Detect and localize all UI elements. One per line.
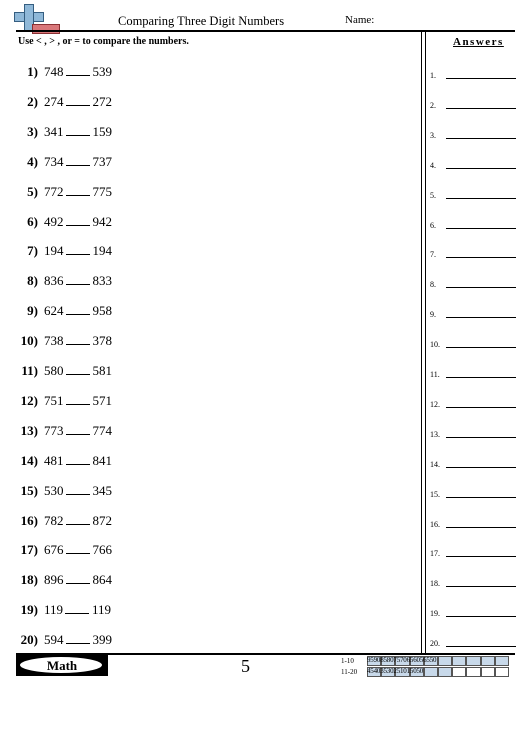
problem-row: [14, 453, 112, 473]
problem-number: 8): [27, 273, 38, 289]
problem-number: 18): [20, 572, 38, 588]
key-cell: [452, 656, 466, 666]
comparison-blank[interactable]: [66, 303, 90, 315]
answer-number: 17.: [430, 549, 440, 559]
problem-number: 7): [27, 243, 38, 259]
second-number: 774: [92, 422, 112, 438]
second-number: 194: [92, 243, 112, 259]
answer-line[interactable]: [430, 365, 516, 379]
first-number: 624: [44, 303, 64, 319]
second-number: 399: [92, 632, 112, 648]
second-number: 571: [92, 392, 112, 408]
problem-number: 15): [20, 482, 38, 498]
key-values: 959085807570656056550: [367, 656, 437, 664]
problem-row: [14, 513, 112, 533]
comparison-blank[interactable]: [66, 363, 90, 375]
answer-number: 10.: [430, 340, 440, 350]
answer-underline: [446, 646, 516, 647]
problem-number: 3): [27, 123, 38, 139]
key-cell: [438, 667, 452, 677]
instructions: Use < , > , or = to compare the numbers.: [18, 36, 189, 47]
key-cell: [424, 667, 438, 677]
key-cell: [495, 656, 509, 666]
second-number: 864: [92, 572, 112, 588]
problem-number: 6): [27, 213, 38, 229]
answers-divider: [421, 32, 422, 653]
comparison-blank[interactable]: [66, 483, 90, 495]
key-range: 1-10: [341, 656, 354, 665]
second-number: 841: [92, 452, 112, 468]
minus-icon: [32, 24, 60, 34]
first-number: 772: [44, 183, 64, 199]
second-number: 119: [92, 602, 112, 618]
second-number: 775: [92, 183, 112, 199]
answer-line[interactable]: [430, 544, 516, 558]
answer-underline: [446, 347, 516, 348]
problem-number: 19): [20, 602, 38, 618]
first-number: 194: [44, 243, 64, 259]
second-number: 378: [92, 333, 112, 349]
key-cell: [452, 667, 466, 677]
answer-line[interactable]: [430, 634, 516, 648]
second-number: 159: [92, 123, 112, 139]
comparison-blank[interactable]: [66, 542, 90, 554]
second-number: 737: [92, 153, 112, 169]
comparison-blank[interactable]: [66, 273, 90, 285]
answer-underline: [446, 527, 516, 528]
answer-key-row: [341, 666, 509, 677]
problem-row: [14, 94, 112, 114]
second-number: 872: [92, 512, 112, 528]
comparison-blank[interactable]: [65, 602, 89, 614]
answer-number: 1.: [430, 71, 436, 80]
problem-number: 2): [27, 93, 38, 109]
answer-number: 15.: [430, 489, 440, 499]
answer-underline: [446, 377, 516, 378]
second-number: 345: [92, 482, 112, 498]
answer-number: 14.: [430, 459, 440, 469]
comparison-blank[interactable]: [66, 64, 90, 76]
answer-number: 3.: [430, 130, 436, 140]
comparison-blank[interactable]: [66, 453, 90, 465]
answer-key-row: [341, 655, 509, 666]
second-number: 581: [92, 363, 112, 378]
problem-number: 12): [20, 392, 38, 408]
name-field-label: Name:: [345, 14, 375, 26]
key-values: 45403530251015050: [367, 667, 424, 675]
answer-underline: [446, 257, 516, 258]
first-number: 274: [44, 93, 64, 109]
answer-number: 20.: [430, 639, 440, 649]
problem-row: [14, 393, 112, 413]
comparison-blank[interactable]: [66, 154, 90, 166]
problem-number: 13): [20, 422, 38, 438]
problem-number: 16): [20, 512, 38, 528]
answer-underline: [446, 198, 516, 199]
answer-underline: [446, 138, 516, 139]
first-number: 836: [44, 273, 64, 289]
first-number: 734: [44, 153, 64, 169]
comparison-blank[interactable]: [66, 124, 90, 136]
first-number: 738: [44, 333, 64, 349]
problem-number: 10): [20, 333, 38, 349]
problem-number: 11): [21, 363, 38, 378]
answer-line[interactable]: [430, 126, 516, 140]
answer-line[interactable]: [430, 216, 516, 230]
first-number: 119: [44, 602, 64, 618]
problem-number: 1): [27, 64, 38, 79]
key-cell: [438, 656, 452, 666]
comparison-blank[interactable]: [66, 214, 90, 226]
answer-line[interactable]: [430, 186, 516, 200]
problem-number: 9): [27, 303, 38, 319]
answer-number: 2.: [430, 100, 436, 110]
answer-line[interactable]: [430, 245, 516, 259]
answer-underline: [446, 586, 516, 587]
answer-underline: [446, 616, 516, 617]
worksheet-title: Comparing Three Digit Numbers: [118, 14, 285, 28]
answer-number: 16.: [430, 519, 440, 529]
first-number: 748: [44, 64, 64, 79]
problem-row: [14, 483, 112, 503]
second-number: 272: [92, 93, 112, 109]
answer-number: 5.: [430, 190, 436, 200]
answer-line[interactable]: [430, 96, 516, 110]
first-number: 896: [44, 572, 64, 588]
problem-row: [14, 572, 112, 592]
answer-number: 8.: [430, 280, 436, 290]
answer-underline: [446, 556, 516, 557]
answer-underline: [446, 108, 516, 109]
answer-line[interactable]: [430, 335, 516, 349]
second-number: 958: [92, 303, 112, 319]
problem-row: [14, 542, 112, 562]
answer-underline: [446, 407, 516, 408]
answer-line[interactable]: [430, 515, 516, 529]
badge-label: Math: [46, 658, 78, 673]
math-badge: [16, 655, 108, 676]
first-number: 492: [44, 213, 64, 229]
problem-number: 5): [27, 183, 38, 199]
comparison-blank[interactable]: [66, 94, 90, 106]
answer-underline: [446, 467, 516, 468]
problem-row: [14, 303, 112, 323]
problem-row: [14, 154, 112, 174]
second-number: 833: [92, 273, 112, 289]
answer-line[interactable]: [430, 574, 516, 588]
key-range: 11-20: [341, 667, 358, 676]
answer-number: 13.: [430, 429, 440, 439]
answer-line[interactable]: [430, 455, 516, 469]
answer-number: 4.: [430, 160, 436, 170]
page-number: 5: [241, 656, 250, 676]
answer-line[interactable]: [430, 156, 516, 170]
problem-number: 4): [27, 153, 38, 169]
answer-underline: [446, 228, 516, 229]
first-number: 751: [44, 392, 64, 408]
second-number: 766: [92, 542, 112, 558]
answer-underline: [446, 497, 516, 498]
problem-row: [14, 124, 112, 144]
answer-number: 6.: [430, 220, 436, 230]
comparison-blank[interactable]: [66, 243, 90, 255]
problem-number: 20): [20, 632, 38, 648]
problem-row: [14, 273, 112, 293]
problem-row: [14, 184, 112, 204]
problem-row: [14, 333, 112, 353]
answer-line[interactable]: [430, 425, 516, 439]
answer-underline: [446, 317, 516, 318]
second-number: 942: [92, 213, 112, 229]
first-number: 782: [44, 512, 64, 528]
answer-number: 11.: [430, 370, 440, 379]
problem-row: [14, 363, 112, 383]
answers-divider-inner: [425, 32, 426, 653]
answer-underline: [446, 168, 516, 169]
key-cell: [481, 667, 495, 677]
answer-number: 19.: [430, 609, 440, 619]
answer-line[interactable]: [430, 485, 516, 499]
answer-underline: [446, 78, 516, 79]
answer-underline: [446, 287, 516, 288]
problem-row: [14, 602, 111, 622]
problem-row: [14, 243, 112, 263]
top-rule: [16, 30, 515, 32]
answer-line[interactable]: [430, 305, 516, 319]
first-number: 594: [44, 632, 64, 648]
answer-number: 18.: [430, 579, 440, 589]
comparison-blank[interactable]: [66, 513, 90, 525]
problem-number: 14): [20, 452, 38, 468]
first-number: 481: [44, 452, 64, 468]
problem-row: [14, 423, 112, 443]
key-cell: [481, 656, 495, 666]
key-cell: [466, 656, 480, 666]
answer-number: 7.: [430, 250, 436, 260]
answer-line[interactable]: [430, 66, 516, 80]
problem-row: [14, 214, 112, 234]
key-cell: [466, 667, 480, 677]
first-number: 773: [44, 422, 64, 438]
answers-heading: Answers: [453, 36, 504, 48]
comparison-blank[interactable]: [66, 572, 90, 584]
problem-row: [14, 64, 112, 84]
answer-line[interactable]: [430, 275, 516, 289]
key-cell: [495, 667, 509, 677]
answer-number: 12.: [430, 399, 440, 409]
comparison-blank[interactable]: [66, 632, 90, 644]
first-number: 676: [44, 542, 64, 558]
answer-line[interactable]: [430, 395, 516, 409]
comparison-blank[interactable]: [66, 393, 90, 405]
answer-line[interactable]: [430, 604, 516, 618]
second-number: 539: [92, 64, 112, 79]
answer-underline: [446, 437, 516, 438]
answer-number: 9.: [430, 310, 436, 320]
first-number: 530: [44, 482, 64, 498]
comparison-blank[interactable]: [66, 423, 90, 435]
problem-number: 17): [20, 542, 38, 558]
first-number: 341: [44, 123, 64, 139]
comparison-blank[interactable]: [66, 333, 90, 345]
problem-row: [14, 632, 112, 652]
first-number: 580: [44, 363, 64, 378]
comparison-blank[interactable]: [66, 184, 90, 196]
